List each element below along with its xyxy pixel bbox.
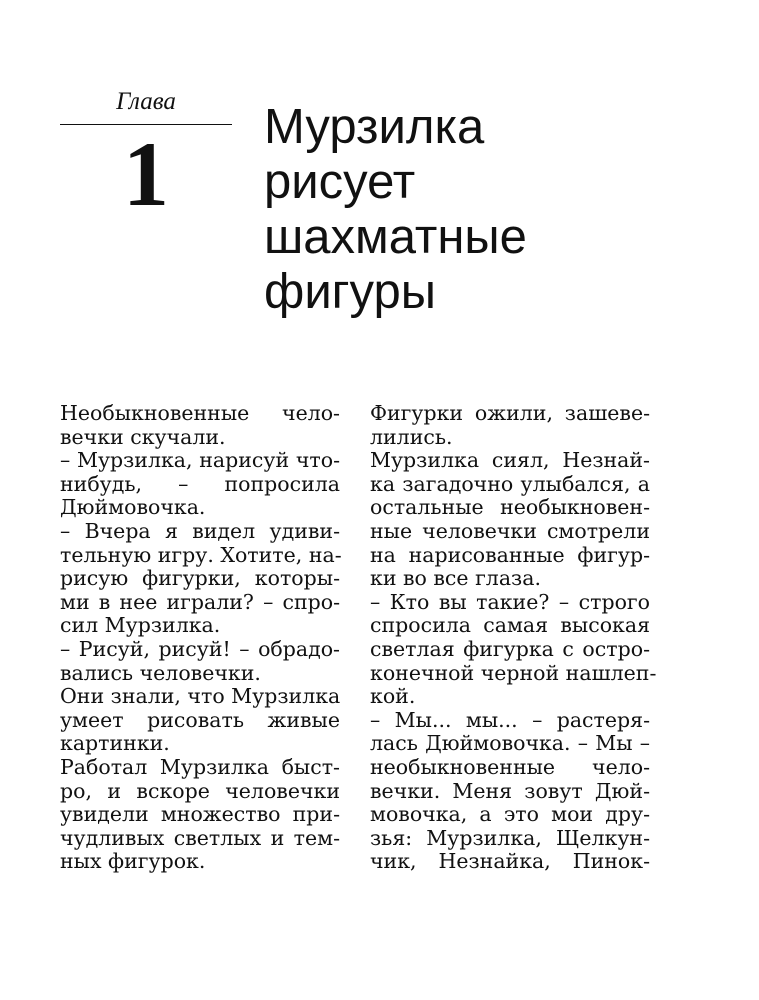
text-line: конечной черной нашлеп- [370,660,657,685]
text-line: ные человечки смотрели [370,518,650,543]
text-line: рисую фигурки, которы- [60,566,340,591]
text-line: светлая фигурка с остро- [370,636,650,661]
text-line: – Мурзилка, нарисуй что- [60,448,340,473]
text-line: Работал Мурзилка быст- [60,754,340,779]
text-column-right [370,401,657,874]
chapter-title-line: рисует [264,155,416,209]
text-line: вечки скучали. [60,424,226,449]
text-line: вечки. Меня зовут Дюй- [370,778,650,803]
text-line: – Рисуй, рисуй! – обрадо- [60,636,340,661]
text-line: необыкновенные чело- [370,754,650,779]
text-line: ки во все глаза. [370,566,541,591]
chapter-number: 1 [123,123,169,225]
chapter-label: Глава [116,88,176,115]
text-line: лились. [370,424,453,449]
text-line: Необыкновенные чело- [60,401,340,425]
text-line: нибудь, – попросила [60,471,340,496]
text-line: – Кто вы такие? – строго [370,589,650,614]
text-column-left [60,402,340,874]
text-line: Они знали, что Мурзилка [60,684,341,709]
text-line: Дюймовочка. [60,495,206,520]
text-line: остальные необыкновен- [370,495,650,520]
text-line: ка загадочно улыбался, а [370,471,650,496]
chapter-title-line: Мурзилка [264,100,485,154]
text-line: чик, Незнайка, Пинок- [370,849,650,874]
text-line: ных фигурок. [60,849,206,874]
chapter-title-line: шахматные [264,210,527,264]
text-line: увидели множество при- [60,802,340,827]
text-line: тельную игру. Хотите, на- [60,542,342,567]
text-line: вались человечки. [60,660,261,685]
chapter-title [264,100,704,320]
text-line: кой. [370,684,416,709]
text-line: – Вчера я видел удиви- [60,518,340,543]
text-line: спросила самая высокая [370,613,650,638]
text-line: на нарисованные фигур- [370,542,650,567]
text-line: умеет рисовать живые [60,707,340,732]
text-line: Мурзилка сиял, Незнай- [370,448,650,473]
text-line: сил Мурзилка. [60,613,221,638]
text-line: зья: Мурзилка, Щелкун- [370,825,650,850]
text-line: ро, и вскоре человечки [60,778,340,803]
text-line: картинки. [60,731,170,756]
text-line: мовочка, а это мои дру- [370,802,650,827]
text-line: – Мы... мы... – растеря- [370,707,650,732]
text-line: Фигурки ожили, зашеве- [370,401,650,425]
text-line: ми в нее играли? – спро- [60,589,340,614]
text-line: лась Дюймовочка. – Мы – [370,731,650,756]
chapter-title-line: фигуры [264,265,436,319]
text-line: чудливых светлых и тем- [60,825,340,850]
